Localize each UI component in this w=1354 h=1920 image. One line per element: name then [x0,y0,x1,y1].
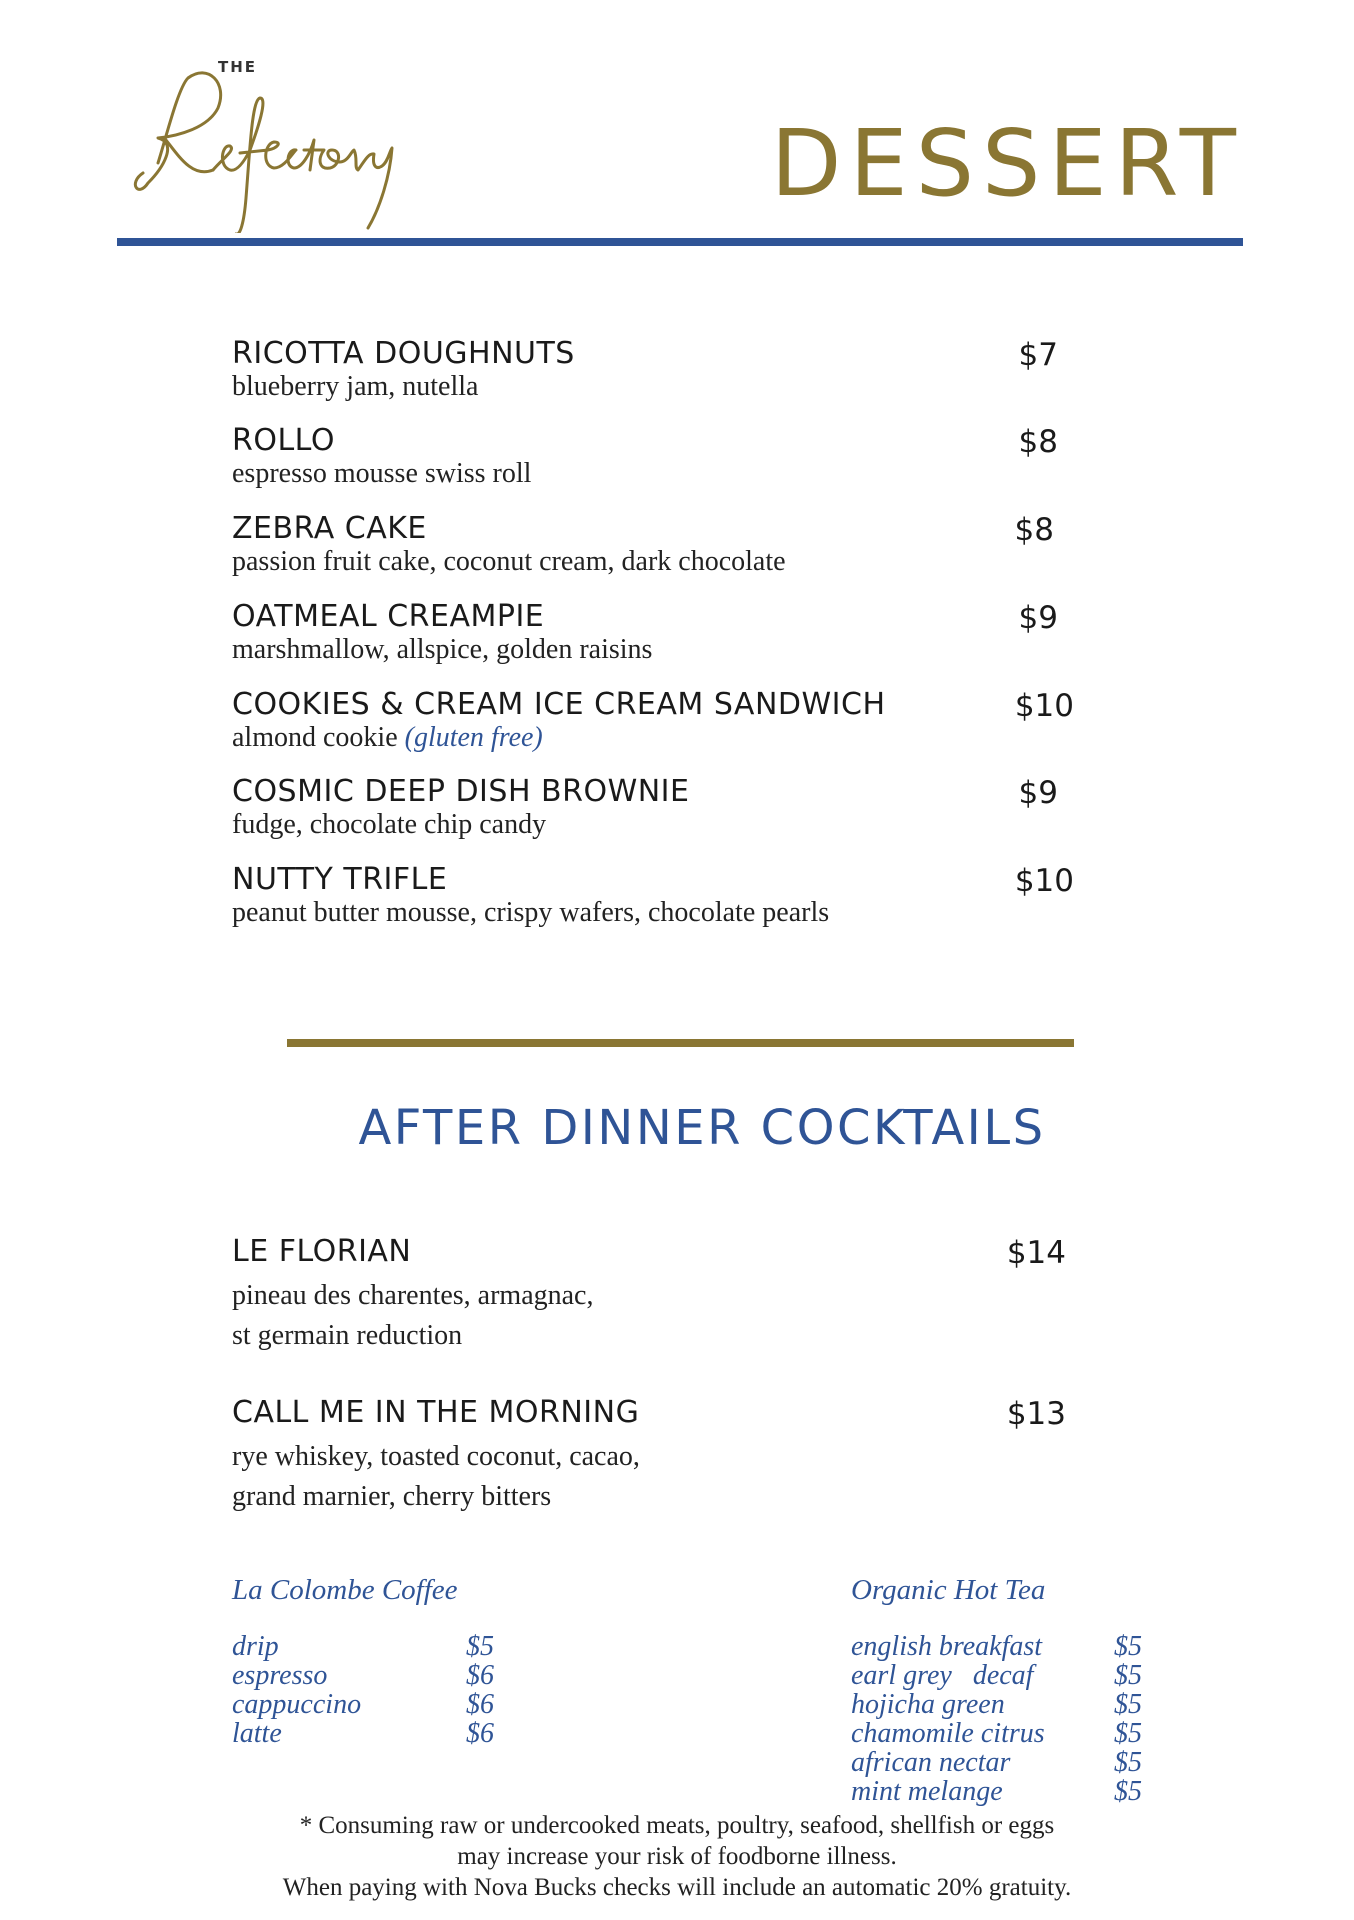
tea-item [851,1777,1151,1806]
menu-item [232,775,1074,839]
item-description: espresso mousse swiss roll [232,458,532,489]
tea-item-price: $5 [1114,1747,1142,1778]
tea-section-title: Organic Hot Tea [851,1574,1046,1606]
item-name: NUTTY TRIFLE [232,862,448,897]
section-divider [287,1039,1074,1047]
item-name: OATMEAL CREAMPIE [232,599,545,634]
menu-item [232,337,1074,401]
item-description: blueberry jam, nutella [232,371,479,402]
tea-item-price: $5 [1114,1718,1142,1749]
logo-the-text: THE [218,58,258,76]
tea-item-name: chamomile citrus [851,1718,1045,1749]
item-price: $10 [1014,863,1074,899]
menu-item [232,688,1074,752]
item-name: LE FLORIAN [232,1234,412,1269]
item-description: passion fruit cake, coconut cream, dark chocolate [232,546,786,577]
item-name: COSMIC DEEP DISH BROWNIE [232,774,690,809]
tea-item [851,1719,1151,1748]
item-name: CALL ME IN THE MORNING [232,1395,640,1430]
menu-item [232,512,1074,576]
item-price: $8 [1018,424,1058,460]
item-description [232,723,1074,752]
item-description-line: st germain reduction [232,1319,463,1351]
item-description: fudge, chocolate chip candy [232,809,547,840]
tea-item-name: english breakfast [851,1631,1043,1662]
tea-item-price: $5 [1114,1660,1142,1691]
coffee-item-price: $6 [466,1689,494,1720]
item-price: $8 [1014,512,1054,548]
tea-item-name: african nectar [851,1747,1011,1778]
cocktails-section-title: AFTER DINNER COCKTAILS [358,1100,1046,1156]
coffee-item [232,1690,502,1719]
coffee-item-price: $6 [466,1718,494,1749]
tea-item-price: $5 [1114,1631,1142,1662]
item-price: $14 [1006,1235,1066,1271]
footer-line: may increase your risk of foodborne illness. [457,1843,897,1870]
tea-item-name: mint melange [851,1776,1003,1807]
tea-item [851,1690,1151,1719]
coffee-item-price: $6 [466,1660,494,1691]
item-price: $9 [1018,775,1058,811]
coffee-list [232,1632,502,1748]
item-description-line: grand marnier, cherry bitters [232,1480,552,1512]
tea-item [851,1661,1151,1690]
header-divider [117,238,1243,246]
menu-item [232,863,1074,927]
item-price: $10 [1014,688,1074,724]
item-name: COOKIES & CREAM ICE CREAM SANDWICH [232,687,886,722]
coffee-section-title: La Colombe Coffee [232,1574,458,1606]
coffee-item-name: cappuccino [232,1689,362,1720]
item-description: peanut butter mousse, crispy wafers, chocolate pearls [232,897,830,928]
coffee-item-name: drip [232,1631,279,1662]
item-name: RICOTTA DOUGHNUTS [232,336,575,371]
coffee-section [232,1574,502,1748]
tea-section [851,1574,1151,1806]
item-name: ZEBRA CAKE [232,511,427,546]
item-description [232,1437,1066,1517]
footer-disclaimer [0,1810,1354,1903]
refectory-logo-script [118,58,408,233]
gluten-free-note: (gluten free) [404,722,543,753]
item-description-text: almond cookie [232,722,398,753]
tea-item [851,1748,1151,1777]
coffee-item [232,1632,502,1661]
coffee-item-price: $5 [466,1631,494,1662]
item-price: $9 [1018,600,1058,636]
tea-item-name: hojicha green [851,1689,1005,1720]
item-description [232,1276,1066,1356]
coffee-item-name: espresso [232,1660,328,1691]
tea-item [851,1632,1151,1661]
item-name: ROLLO [232,423,335,458]
tea-list [851,1632,1151,1806]
item-price: $7 [1018,337,1058,373]
item-description-line: rye whiskey, toasted coconut, cacao, [232,1441,640,1472]
menu-item [232,600,1074,664]
coffee-item-name: latte [232,1718,282,1749]
item-description: marshmallow, allspice, golden raisins [232,634,653,665]
footer-line: * Consuming raw or undercooked meats, poultry, seafood, shellfish or eggs [299,1812,1055,1839]
menu-item [232,1235,1066,1356]
refectory-logo [118,58,408,237]
footer-line: When paying with Nova Bucks checks will include an automatic 20% gratuity. [282,1874,1072,1901]
coffee-item [232,1661,502,1690]
item-price: $13 [1006,1396,1066,1432]
item-description-line: pineau des charentes, armagnac, [232,1280,594,1311]
tea-item-price: $5 [1114,1689,1142,1720]
coffee-item [232,1719,502,1748]
page-title: DESSERT [770,110,1244,217]
tea-item-name: earl grey decaf [851,1660,1034,1691]
tea-item-price: $5 [1114,1776,1142,1807]
menu-item [232,424,1074,488]
menu-item [232,1396,1066,1517]
